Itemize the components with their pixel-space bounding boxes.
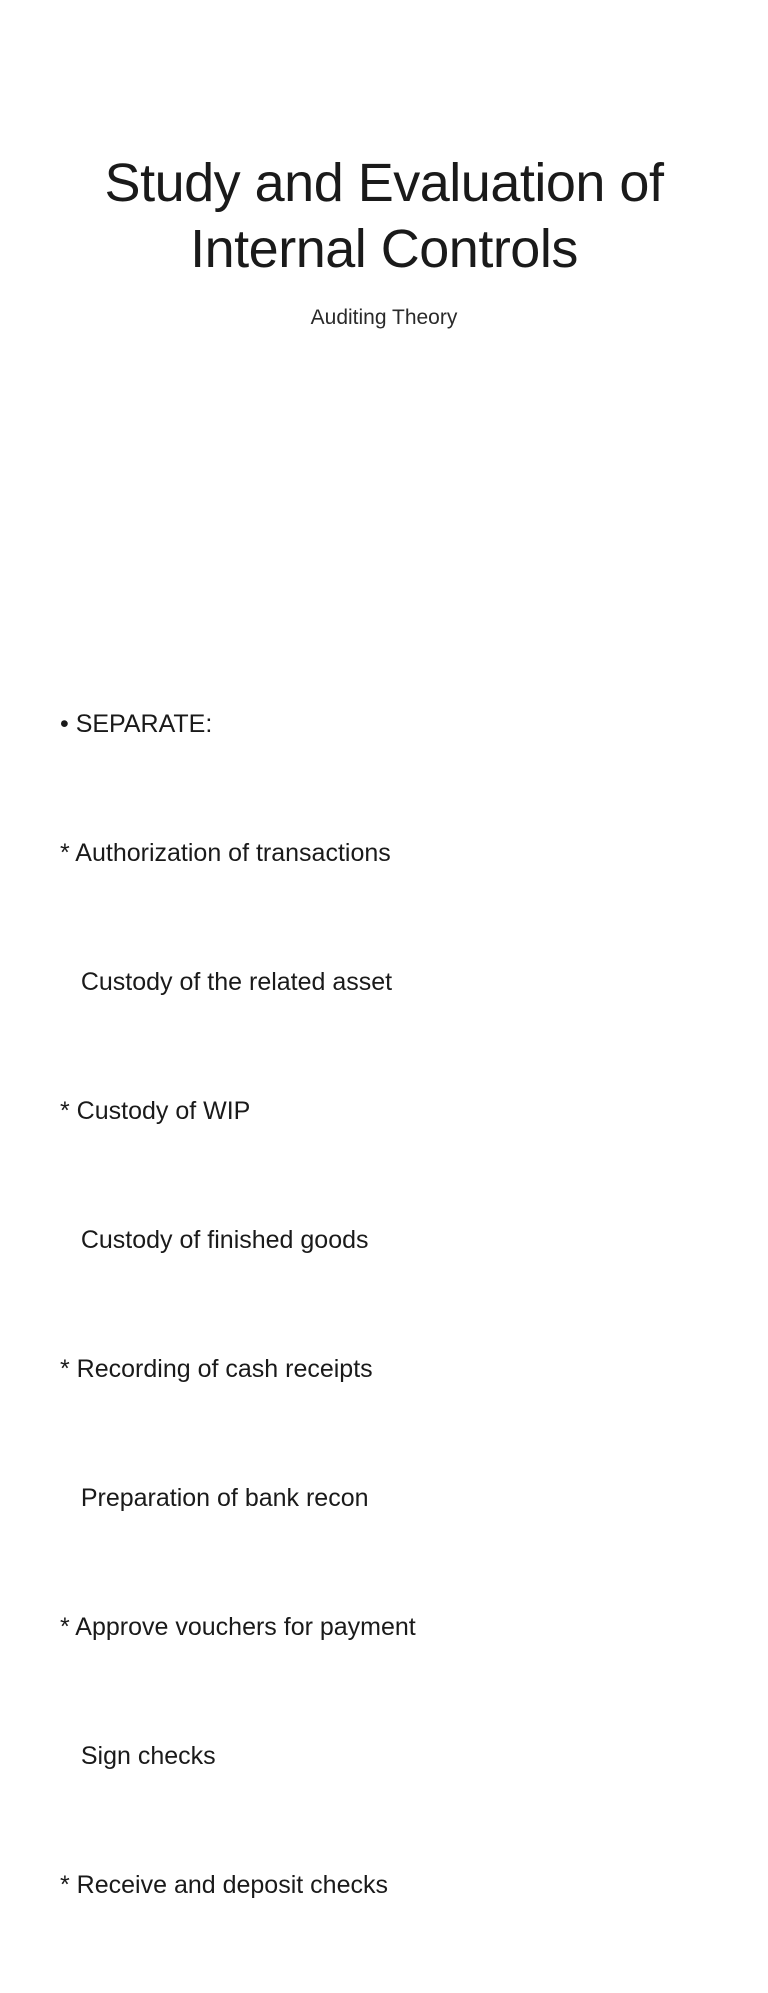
slide-title-line-1: Study and Evaluation of [104, 153, 664, 213]
bullet-line: Custody of the related asset [60, 968, 393, 996]
bullet-line: * Recording of cash receipts [60, 1355, 373, 1383]
bullet-line: * Authorization of transactions [60, 839, 391, 867]
content-slide [0, 576, 768, 1899]
bullet-line: Custody of finished goods [60, 1226, 369, 1254]
bullet-line: Sign checks [60, 1742, 216, 1770]
bullet-line: * Approve vouchers for payment [60, 1613, 416, 1641]
slide-subtitle: Auditing Theory [310, 306, 458, 329]
slide-title-line-2: Internal Controls [190, 219, 578, 279]
slide-title [40, 150, 728, 282]
bullet-line: * Custody of WIP [60, 1097, 251, 1125]
bullet-list [60, 617, 416, 1993]
bullet-line: • SEPARATE: [60, 710, 213, 738]
bullet-line: Preparation of bank recon [60, 1484, 369, 1512]
title-slide [0, 0, 768, 576]
bullet-line: * Receive and deposit checks [60, 1871, 388, 1899]
